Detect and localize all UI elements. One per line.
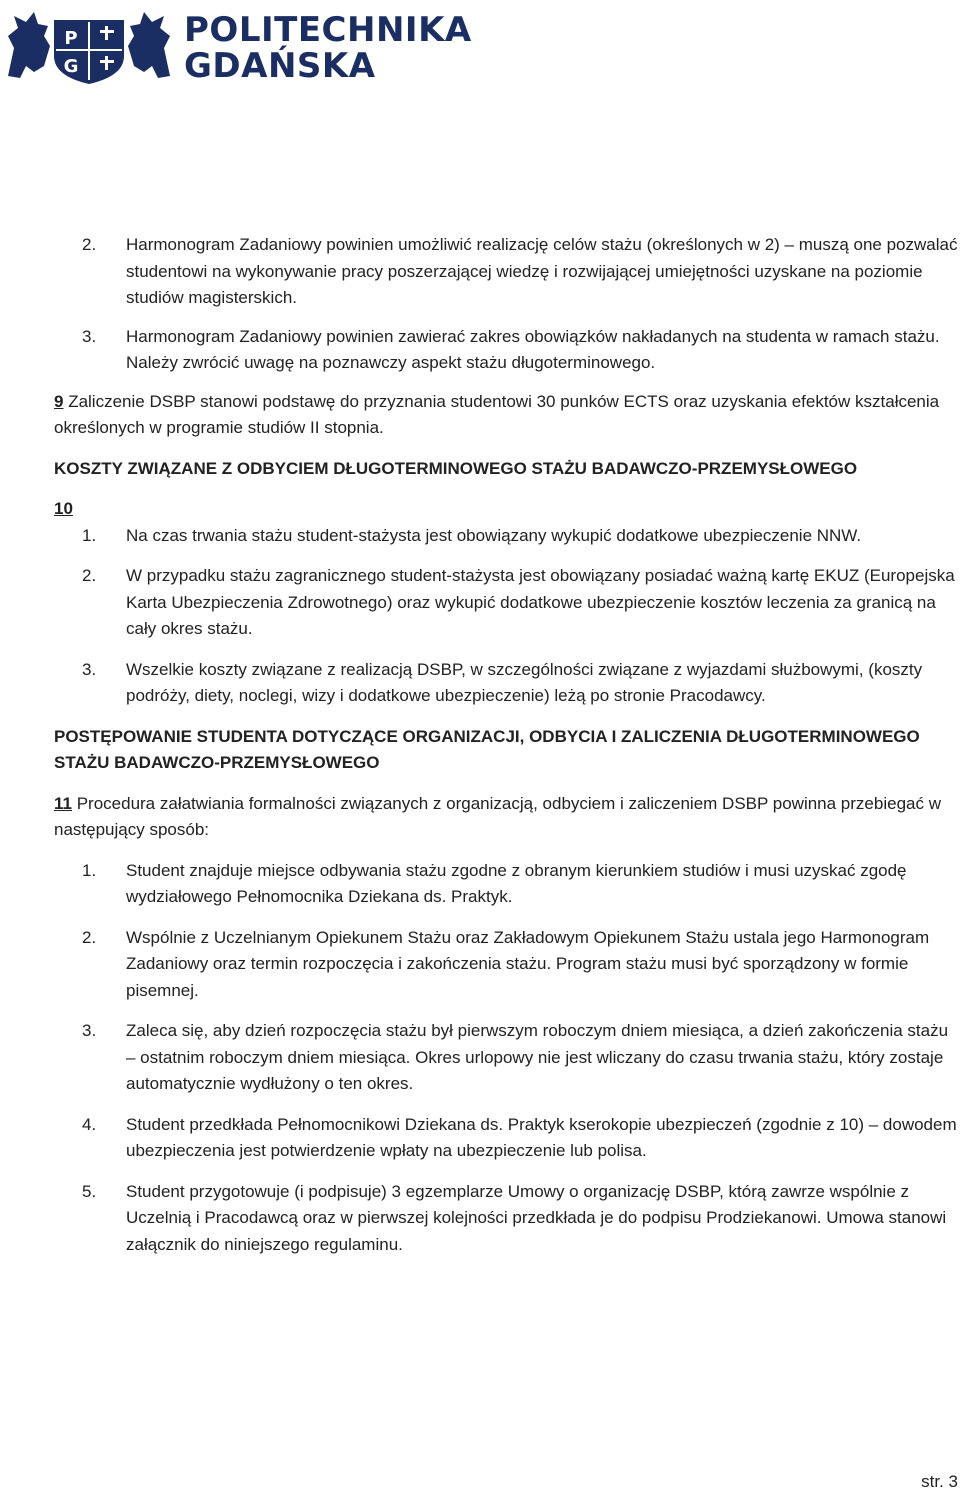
list-number: 4. [82, 1114, 97, 1134]
brand-line-1: POLITECHNIKA [184, 10, 472, 50]
list-text: Na czas trwania stażu student-stażysta jest obowiązany wykupić dodatkowe ubezpieczenie NNW. [126, 525, 862, 545]
crest-icon [4, 6, 174, 86]
list-number: 1. [82, 525, 97, 545]
section-9-text: Zaliczenie DSBP stanowi podstawę do przyznania studentowi 30 punków ECTS oraz uzyskania efektów kształcenia określonych w programie studiów II stopnia. [54, 391, 940, 437]
university-logo [4, 6, 472, 86]
list-number: 3. [82, 326, 97, 346]
list-item [54, 324, 960, 377]
list-text: Student znajduje miejsce odbywania stażu zgodne z obranym kierunkiem studiów i musi uzyskać zgodę wydziałowego Pełnomocnika Dziekana ds. Praktyk. [126, 860, 907, 906]
list-item [54, 563, 960, 643]
list-text: Harmonogram Zadaniowy powinien umożliwić realizację celów stażu (określonych w 2) – muszą one pozwalać studentowi na wykonywanie pracy poszerzającej wiedzę i rozwijającej umiejętności uzyskane na poziomie studiów magisterskich. [126, 235, 958, 307]
list-number: 2. [82, 235, 97, 254]
list-text: Wspólnie z Uczelnianym Opiekunem Stażu oraz Zakładowym Opiekunem Stażu ustala jego Harmonogram Zadaniowy oraz termin rozpoczęcia i zakończenia stażu. Program stażu musi być sporządzony w formie pisemnej. [126, 927, 930, 1000]
list-text: Student przygotowuje (i podpisuje) 3 egzemplarze Umowy o organizację DSBP, którą zawrze wspólnie z Uczelnią i Pracodawcą oraz w pierwszej kolejności przedkłada je do podpisu Prodziekanowi. Umowa stanowi załącznik do niniejszego regulaminu. [126, 1181, 947, 1254]
section-9-paragraph [54, 389, 960, 442]
section-11-paragraph [54, 791, 960, 844]
list-number: 2. [82, 927, 97, 947]
section-11-text: Procedura załatwiania formalności związanych z organizacją, odbyciem i zaliczeniem DSBP powinna przebiegać w następujący sposób: [54, 793, 941, 839]
list-text: Wszelkie koszty związane z realizacją DSBP, w szczególności związane z wyjazdami służbowymi, (koszty podróży, diety, noclegi, wizy i dodatkowe ubezpieczenie) leżą po stronie Pracodawcy. [126, 659, 923, 705]
page-number: str. 3 [921, 1472, 958, 1491]
list-text: Student przedkłada Pełnomocnikowi Dziekana ds. Praktyk kserokopie ubezpieczeń (zgodnie z 10) – dowodem ubezpieczenia jest potwierdzenie wpłaty na ubezpieczenie lub polisa. [126, 1114, 957, 1160]
heading-procedure: POSTĘPOWANIE STUDENTA DOTYCZĄCE ORGANIZACJI, ODBYCIA I ZALICZENIA DŁUGOTERMINOWEGO STAŻU BADAWCZO-PRZEMYSŁOWEGO [54, 726, 920, 772]
list-number: 3. [82, 659, 97, 679]
list-text: Harmonogram Zadaniowy powinien zawierać zakres obowiązków nakładanych na studenta w ramach stażu. Należy zwrócić uwagę na poznawczy aspekt stażu długoterminowego. [126, 326, 940, 372]
list-number: 2. [82, 566, 97, 585]
list-item [54, 1018, 960, 1098]
list-number: 1. [82, 860, 97, 880]
list-number: 3. [82, 1021, 97, 1040]
list-text: W przypadku stażu zagranicznego student-stażysta jest obowiązany posiadać ważną kartę EKUZ (Europejska Karta Ubezpieczenia Zdrowotnego) oraz wykupić dodatkowe ubezpieczenie kosztów leczenia za granicą na cały okres stażu. [126, 566, 955, 638]
list-item [54, 523, 960, 550]
list-item [54, 657, 960, 710]
section-10-mark: 10 [54, 499, 73, 518]
list-item [54, 858, 960, 911]
crest-letter-p: P [64, 28, 78, 49]
list-item [54, 1179, 960, 1259]
list-number: 5. [82, 1181, 97, 1201]
document-body [54, 232, 960, 1258]
crest-letter-g: G [63, 56, 79, 77]
brand-name [184, 12, 472, 84]
list-item [54, 1112, 960, 1165]
section-9-mark: 9 [54, 391, 64, 411]
heading-costs: KOSZTY ZWIĄZANE Z ODBYCIEM DŁUGOTERMINOWEGO STAŻU BADAWCZO-PRZEMYSŁOWEGO [54, 458, 858, 478]
list-text: Zaleca się, aby dzień rozpoczęcia stażu był pierwszym roboczym dniem miesiąca, a dzień zakończenia stażu – ostatnim roboczym dniem miesiąca. Okres urlopowy nie jest wliczany do czasu trwania stażu, który zostaje automatycznie wydłużony o ten okres. [126, 1021, 949, 1093]
section-11-mark: 11 [54, 793, 72, 813]
list-item [54, 925, 960, 1005]
brand-line-2: GDAŃSKA [184, 46, 376, 86]
list-item [54, 232, 960, 312]
